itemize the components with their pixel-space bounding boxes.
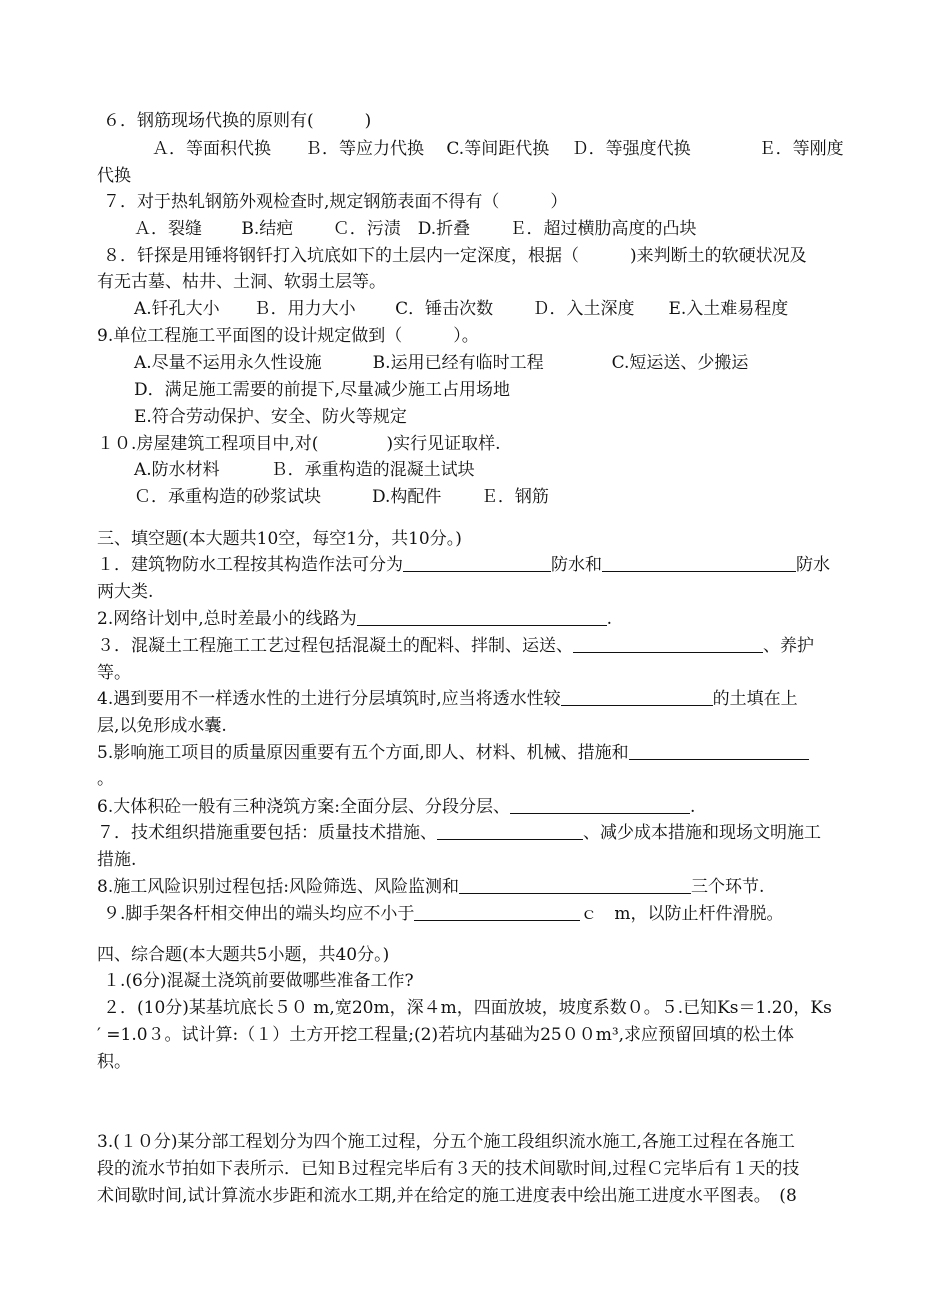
comprehensive-question-3-line-3: 术间歇时间,试计算流水步距和流水工期,并在给定的施工进度表中绘出施工进度水平图表。 (8 [97, 1186, 797, 1206]
question-9-options-1: A.尽量不运用永久性设施 B.运用已经有临时工程 C.短运送、少搬运 [134, 353, 749, 373]
fill-3 [97, 635, 814, 657]
question-8-options: A.钎孔大小 Ｂ．用力大小 C．锤击次数 Ｄ．入土深度 E.入土难易程度 [134, 299, 789, 319]
fill-2 [97, 608, 612, 630]
fill-7-text-a: ７．技术组织措施重要包括：质量技术措施、 [97, 823, 437, 843]
fill-9 [103, 903, 784, 925]
fill-8-blank[interactable] [459, 877, 691, 894]
question-6-continuation: 代换 [97, 166, 131, 186]
question-10-options-1: A.防水材料 Ｂ．承重构造的混凝土试块 [134, 460, 475, 480]
fill-5 [97, 742, 809, 764]
question-8-continuation: 有无古墓、枯井、土洞、软弱土层等。 [97, 272, 386, 292]
comprehensive-question-3-line-1: 3.(１０分)某分部工程划分为四个施工过程，分五个施工段组织流水施工,各施工过程在各施工 [97, 1132, 795, 1152]
comprehensive-question-2-line-3: 积。 [97, 1052, 131, 1072]
fill-4-blank[interactable] [561, 689, 713, 706]
fill-1-continuation: 两大类. [97, 582, 154, 602]
fill-7-blank[interactable] [437, 823, 583, 840]
question-7-stem: ７．对于热轧钢筋外观检查时,规定钢筋表面不得有（ ） [103, 192, 568, 212]
fill-9-blank[interactable] [414, 904, 580, 921]
question-9-options-3: E.符合劳动保护、安全、防火等规定 [134, 407, 407, 427]
question-9-stem: 9.单位工程施工平面图的设计规定做到（ ）。 [97, 326, 479, 346]
fill-1-blank-a[interactable] [403, 555, 551, 572]
fill-1 [97, 554, 830, 576]
question-8-stem: ８．钎探是用锤将钢钎打入坑底如下的土层内一定深度，根据（ )来判断土的软硬状况及 [103, 246, 807, 266]
fill-6 [97, 796, 695, 818]
fill-2-text-b: . [606, 609, 613, 629]
fill-1-text-a: １．建筑物防水工程按其构造作法可分为 [97, 555, 403, 575]
fill-5-text-a: 5.影响施工项目的质量原因重要有五个方面,即人、材料、机械、措施和 [97, 743, 629, 763]
fill-1-blank-b[interactable] [602, 555, 796, 572]
fill-2-text-a: 2.网络计划中,总时差最小的线路为 [97, 609, 357, 629]
fill-3-text-a: ３．混凝土工程施工工艺过程包括混凝土的配料、拌制、运送、 [97, 636, 573, 656]
question-10-stem: １０.房屋建筑工程项目中,对( )实行见证取样. [97, 434, 501, 454]
fill-4-text-a: 4.遇到要用不一样透水性的土进行分层填筑时,应当将透水性较 [97, 689, 561, 709]
fill-5-continuation: 。 [97, 769, 114, 789]
question-9-options-2: D．满足施工需要的前提下,尽量减少施工占用场地 [134, 380, 511, 400]
fill-2-blank[interactable] [357, 609, 607, 626]
fill-1-text-b: 防水和 [551, 555, 602, 575]
fill-4-continuation: 层,以免形成水囊. [97, 716, 227, 736]
comprehensive-question-2-line-2: ′ =1.0３。试计算:（１）土方开挖工程量;(2)若坑内基础为25００m³,求应预留回填的松土体 [97, 1025, 795, 1045]
question-7-options: Ａ．裂缝 B.结疤 Ｃ．污渍 D.折叠 Ｅ．超过横肋高度的凸块 [134, 219, 697, 239]
comprehensive-question-3-line-2: 段的流水节拍如下表所示．已知Ｂ过程完毕后有３天的技术间歇时间,过程Ｃ完毕后有１天的技 [97, 1159, 800, 1179]
comprehensive-question-1: １.(6分)混凝土浇筑前要做哪些准备工作? [103, 971, 414, 991]
question-10-options-2: Ｃ．承重构造的砂浆试块 D.构配件 Ｅ．钢筋 [134, 487, 549, 507]
fill-7-continuation: 措施. [97, 850, 137, 870]
fill-5-blank[interactable] [629, 743, 809, 760]
fill-4 [97, 688, 798, 710]
fill-9-text-a: ９.脚手架各杆相交伸出的端头均应不小于 [103, 904, 415, 924]
question-6-stem: ６．钢筋现场代换的原则有( ) [103, 111, 372, 131]
fill-6-text-a: 6.大体积砼一般有三种浇筑方案:全面分层、分段分层、 [97, 797, 510, 817]
question-6-options: Ａ．等面积代换 Ｂ．等应力代换 C.等间距代换 Ｄ．等强度代换 Ｅ．等刚度 [152, 139, 844, 159]
section-4-title: 四、综合题(本大题共5小题，共40分。) [97, 945, 390, 965]
fill-9-text-b: ｃ m，以防止杆件滑脱。 [580, 904, 784, 924]
section-3-title: 三、填空题(本大题共10空，每空1分，共10分。) [97, 529, 462, 549]
fill-3-blank[interactable] [573, 636, 763, 653]
fill-1-text-c: 防水 [796, 555, 830, 575]
fill-8-text-b: 三个环节. [690, 877, 765, 897]
fill-3-continuation: 等。 [97, 663, 131, 683]
comprehensive-question-2-line-1: ２．(10分)某基坑底长５０ m,宽20m，深４m，四面放坡，坡度系数０。５.已知Ks＝1.20，Ks [103, 998, 832, 1018]
fill-6-blank[interactable] [510, 797, 690, 814]
fill-8 [97, 876, 764, 898]
fill-7 [97, 822, 821, 844]
fill-4-text-b: 的土填在上 [712, 689, 798, 709]
fill-8-text-a: 8.施工风险识别过程包括:风险筛选、风险监测和 [97, 877, 459, 897]
fill-7-text-b: 、减少成本措施和现场文明施工 [583, 823, 821, 843]
fill-3-text-b: 、养护 [763, 636, 814, 656]
fill-6-text-b: . [689, 797, 696, 817]
